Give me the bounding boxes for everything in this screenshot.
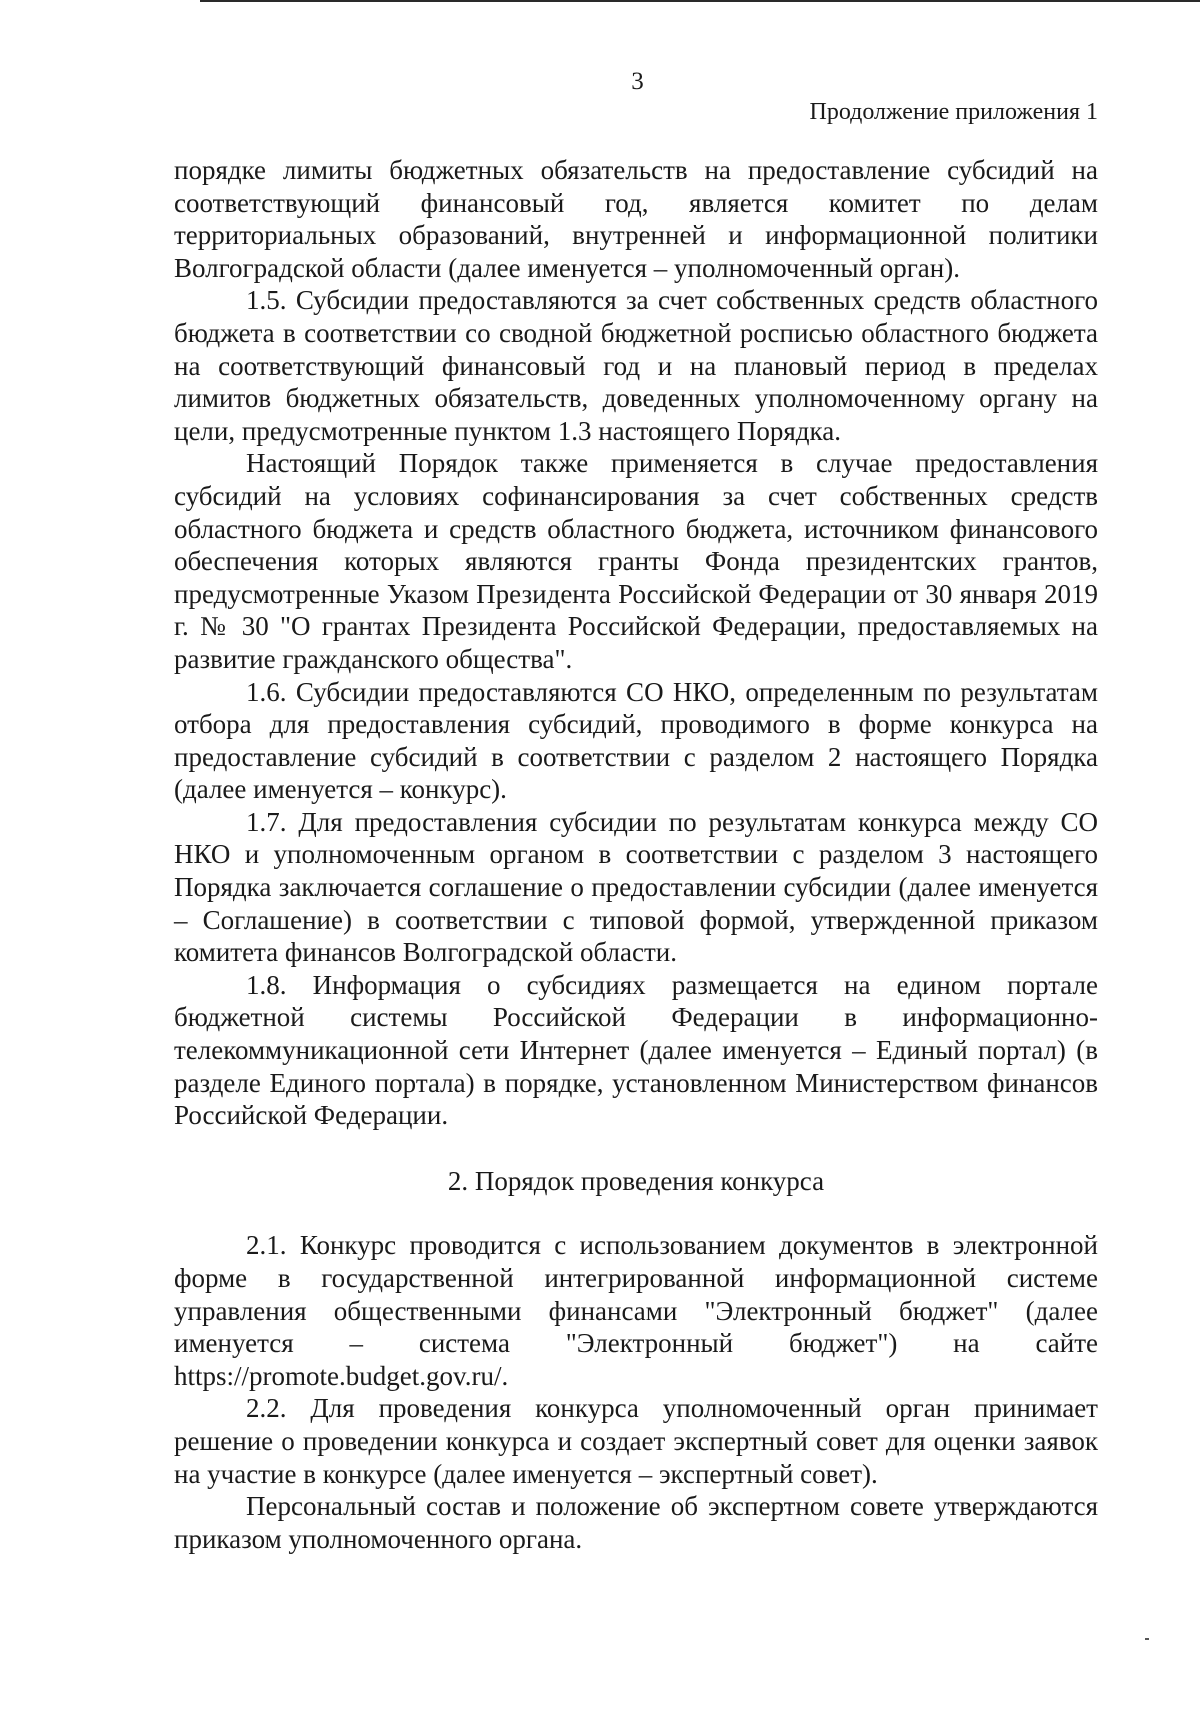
paragraph-expert-council: Персональный состав и положение об экспертном совете утверждаются приказом уполномоченного органа. [174,1491,1098,1554]
scan-speck [1145,1638,1149,1640]
paragraph-lead: порядке лимиты бюджетных обязательств на предоставление субсидий на соответствующий финансовый год, является комитет по делам территориальных образований, внутренней и информационной политики Волгоградской области (далее именуется – уполномоченный орган). [174,155,1098,283]
page-number: 3 [631,68,644,95]
paragraph-1-6: 1.6. Субсидии предоставляются СО НКО, определенным по результатам отбора для предоставления субсидий, проводимого в форме конкурса на предоставление субсидий в соответствии с разделом 2 настоящего Порядка (далее именуется – конкурс). [174,676,1098,805]
continuation-label: Продолжение приложения 1 [809,99,1098,125]
section-heading: 2. Порядок проведения конкурса [447,1165,825,1196]
paragraph-1-8: 1.8. Информация о субсидиях размещается на едином портале бюджетной системы Российской Федерации в информационно-телекоммуникационной сети Интернет (далее именуется – Единый портал) (в разделе Единого портала) в порядке, установленном Министерством финансов Российской Федерации. [174,969,1098,1131]
scan-top-edge [200,0,1200,2]
paragraph-1-5: 1.5. Субсидии предоставляются за счет собственных средств областного бюджета в соответствии со сводной бюджетной росписью областного бюджета на соответствующий финансовый год и на плановый период в пределах лимитов бюджетных обязательств, доведенных уполномоченному органу на цели, предусмотренные пунктом 1.3 настоящего Порядка. [174,285,1098,446]
paragraph-cofinancing: Настоящий Порядок также применяется в случае предоставления субсидий на условиях софинансирования за счет собственных средств областного бюджета и средств областного бюджета, источником финансового обеспечения которых являются гранты Фонда президентских грантов, предусмотренные Указом Президента Российской Федерации от 30 января 2019 г. № 30 "О грантах Президента Российской Федерации, предоставляемых на развитие гражданского общества". [174,448,1098,674]
document-body [174,154,1098,1555]
paragraph-2-2: 2.2. Для проведения конкурса уполномоченный орган принимает решение о проведении конкурса и создает экспертный совет для оценки заявок на участие в конкурсе (далее именуется – экспертный совет). [174,1393,1098,1489]
paragraph-2-1: 2.1. Конкурс проводится с использованием документов в электронной форме в государственной интегрированной информационной системе управления общественными финансами "Электронный бюджет" (далее именуется – система "Электронный бюджет") на сайте https://promote.budget.gov.ru/. [174,1230,1098,1391]
paragraph-1-7: 1.7. Для предоставления субсидии по результатам конкурса между СО НКО и уполномоченным органом в соответствии с разделом 3 настоящего Порядка заключается соглашение о предоставлении субсидии (далее именуется – Соглашение) в соответствии с типовой формой, утвержденной приказом комитета финансов Волгоградской области. [174,806,1098,968]
